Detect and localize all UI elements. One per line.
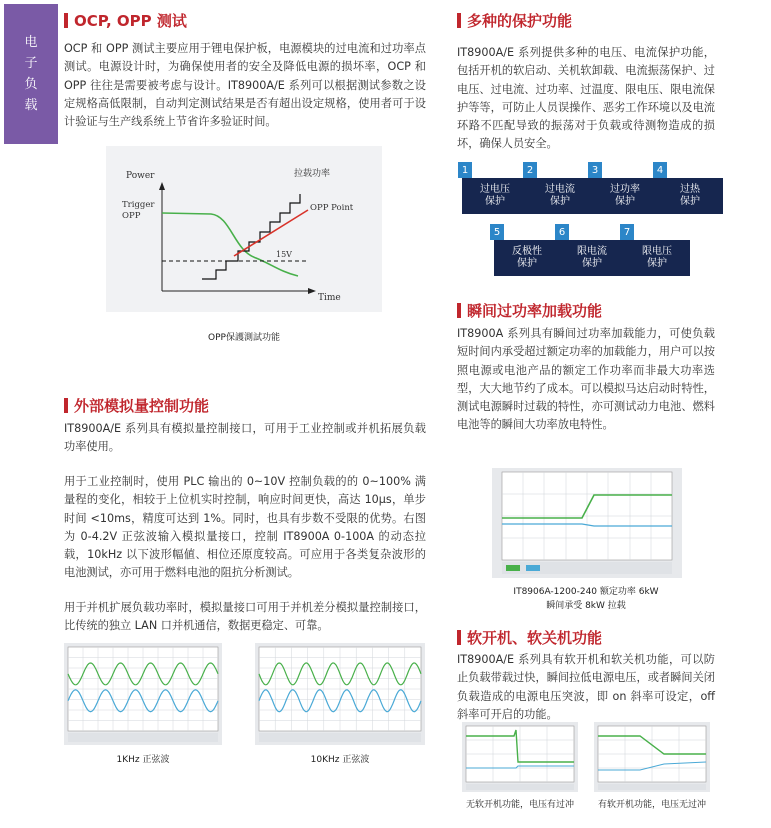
protection-number-badge: 1: [458, 162, 472, 178]
no-softstart-scope-svg: [462, 722, 578, 792]
side-tab-char: 子: [24, 56, 38, 71]
protection-box-ocp: [527, 178, 593, 214]
protection-box-line: 限电流: [577, 246, 607, 257]
scope-1khz-svg: [64, 643, 222, 745]
power-label: Power: [126, 171, 155, 181]
protection-box-line: 过电压: [480, 184, 510, 195]
protection-number-badge: 4: [653, 162, 667, 178]
title-bar-accent: [64, 13, 68, 28]
opp-point-line: [234, 210, 308, 256]
protection-box-current-limit: [559, 240, 625, 276]
protection-number-badge: 3: [588, 162, 602, 178]
protection-title-text: 多种的保护功能: [467, 12, 573, 30]
ocp-description: OCP 和 OPP 测试主要应用于锂电保护板，电源模块的过电流和过功率点测试。电源设计时，为确保使用者的安全及降低电源的损坏率，OCP 和 OPP 往往是需要被考虑与设计。IT8900A/E 系列可以根据测试参数之设定规格高低限制，自动判定测试结果是否有超出设定规格，使用者可于设计验证与生产线系统上节省许多验证时间。: [64, 42, 426, 129]
protection-box-line: 反极性: [512, 246, 542, 257]
protection-box-line: 保护: [517, 258, 537, 269]
overpower-scope-svg: [492, 468, 682, 578]
protection-number-badge: 7: [620, 224, 634, 240]
scope-10khz: [255, 643, 425, 745]
trigger-label: Trigger: [122, 200, 155, 210]
title-bar-accent: [457, 13, 461, 28]
protection-box-line: 过热: [680, 184, 700, 195]
protection-box-ovp: [462, 178, 528, 214]
protection-box-opp: [592, 178, 658, 214]
time-label: Time: [318, 293, 341, 303]
15v-label: 15V: [276, 250, 292, 259]
with-softstart-scope: [594, 722, 710, 792]
scope-1khz: [64, 643, 222, 745]
protection-number-badge: 2: [523, 162, 537, 178]
side-tab-char: 负: [24, 77, 38, 92]
protection-number-badge: 6: [555, 224, 569, 240]
protection-description: IT8900A/E 系列提供多种的电压、电流保护功能，包括开机的软启动、关机软卸载、电流振荡保护、过电压、过电流、过功率、过温度、限电压、限电流保护等等，可防止人员误操作、恶劣工作环境以及电流环路不匹配导致的振荡对于负载或待测物造成的损坏，确保人员安全。: [457, 46, 715, 151]
opp-label: OPP: [122, 211, 141, 221]
protection-box-line: 保护: [680, 196, 700, 207]
opp-diagram-caption: OPP保護測試功能: [208, 333, 280, 343]
title-bar-accent: [457, 630, 461, 645]
side-category-tab: [4, 4, 58, 144]
opp-diagram: [106, 146, 382, 312]
with-softstart-scope-svg: [594, 722, 710, 792]
protection-box-line: 保护: [550, 196, 570, 207]
protection-box-line: 保护: [485, 196, 505, 207]
scope-10khz-caption: 10KHz 正弦波: [310, 755, 370, 765]
side-tab-char: 载: [24, 98, 38, 113]
protection-box-otp: [657, 178, 723, 214]
protection-box-line: 保护: [615, 196, 635, 207]
overpower-caption-instant: 瞬间承受 8kW 拉载: [546, 601, 626, 611]
protection-box-voltage-limit: [624, 240, 690, 276]
protection-section-title: [457, 10, 572, 31]
softstart-description: IT8900A/E 系列具有软开机和软关机功能，可以防止负载带载过快，瞬间拉低电源电压，或者瞬间关闭负载造成的电源电压突波，即 on 斜率可设定，off 斜率可开启的功能。: [457, 653, 715, 721]
protection-box-line: 过电流: [545, 184, 575, 195]
ocp-title-text: OCP, OPP 测试: [74, 12, 187, 30]
y-axis-arrow: [159, 182, 165, 190]
scope-1khz-caption: 1KHz 正弦波: [116, 755, 170, 765]
overpower-caption-rated: IT8906A-1200-240 额定功率 6kW: [513, 587, 659, 597]
analog-intro: IT8900A/E 系列具有模拟量控制接口，可用于工业控制或并机拓展负载功率使用。: [64, 422, 426, 454]
analog-title-text: 外部模拟量控制功能: [74, 397, 210, 415]
protection-box-reverse-polarity: [494, 240, 560, 276]
scope-10khz-svg: [255, 643, 425, 745]
no-softstart-scope: [462, 722, 578, 792]
title-bar-accent: [64, 398, 68, 413]
protection-box-line: 限电压: [642, 246, 672, 257]
load-power-staircase: [202, 194, 300, 279]
protection-box-line: 过功率: [610, 184, 640, 195]
ocp-section-title: [64, 10, 187, 31]
with-softstart-caption: 有软开机功能，电压无过冲: [597, 800, 706, 810]
analog-industrial-control: 用于工业控制时，使用 PLC 输出的 0~10V 控制负载的的 0~100% 满量程的变化，相较于上位机实时控制，响应时间更快，高达 10μs，单步时间 <10ms，精度可达到 1%。同时，也具有步数不受限的优势。右图为 0-4.2V 正弦波输入模拟量接口，控制 IT8900A 0-100A 的动态拉载，10kHz 以下波形幅値、相位还原度较高。可应用于各类复杂波形的电池测试，亦可用于燃料电池的阻抗分析测试。: [64, 475, 426, 580]
analog-parallel-expansion: 用于并机扩展负载功率时，模拟量接口可用于并机差分模拟量控制接口，比传统的独立 LAN 口并机通信，数据更稳定、可靠。: [64, 601, 426, 633]
load-power-label: 拉载功率: [294, 169, 331, 179]
opp-point-label: OPP Point: [310, 203, 354, 213]
opp-diagram-svg: [106, 146, 382, 312]
title-bar-accent: [457, 303, 461, 318]
overpower-section-title: [457, 300, 602, 321]
protection-box-line: 保护: [647, 258, 667, 269]
softstart-section-title: [457, 627, 602, 648]
side-tab-char: 电: [24, 35, 38, 50]
analog-section-title: [64, 395, 209, 416]
x-axis-arrow: [308, 288, 316, 294]
overpower-title-text: 瞬间过功率加载功能: [467, 302, 603, 320]
protection-number-badge: 5: [490, 224, 504, 240]
protection-box-line: 保护: [582, 258, 602, 269]
no-softstart-caption: 无软开机功能，电压有过冲: [465, 800, 574, 810]
overpower-description: IT8900A 系列具有瞬间过功率加载能力，可使负载短时间内承受超过额定功率的加载能力，用户可以按照电源或电池产品的额定工作功率而非最大功率选型，大大地节约了成本。可以模拟马达启动时特性，测试电源瞬时过载的特性，亦可测试动力电池、燃料电池等的瞬间大功率放电特性。: [457, 327, 715, 432]
softstart-title-text: 软开机、软关机功能: [467, 629, 603, 647]
overpower-scope: [492, 468, 682, 578]
